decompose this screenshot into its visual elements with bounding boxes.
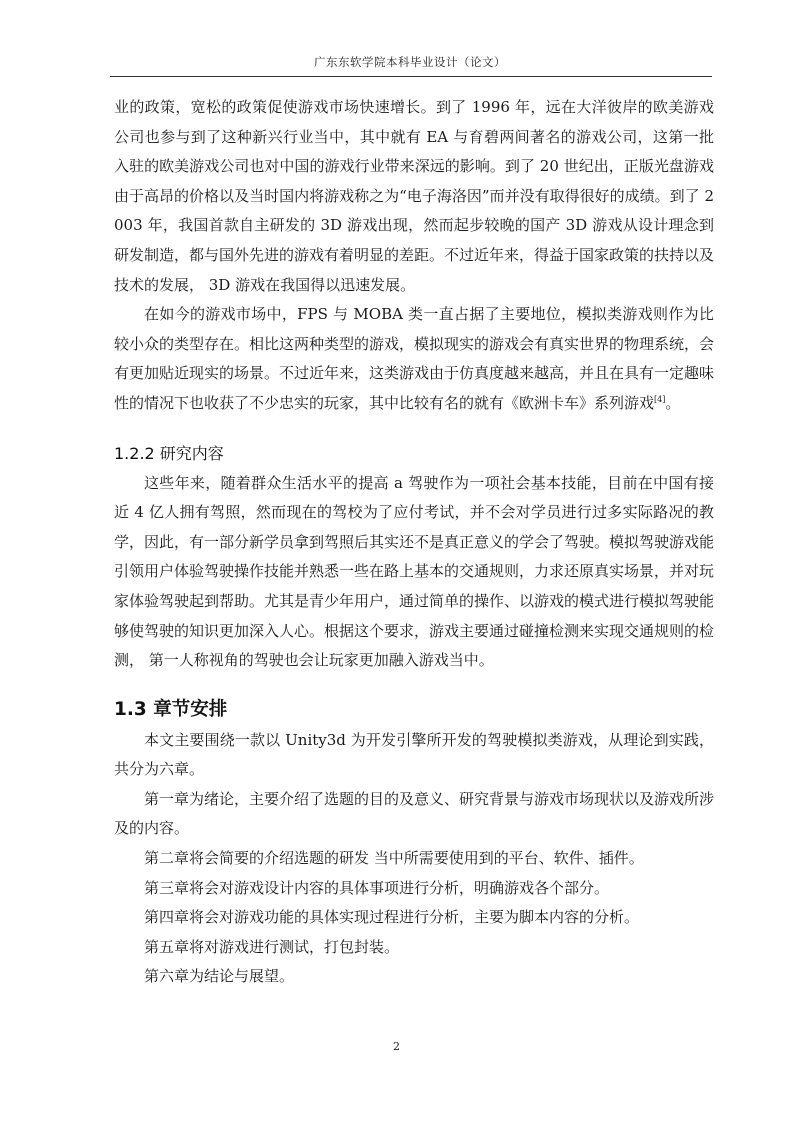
body-paragraph: 业的政策，宽松的政策促使游戏市场快速增长。到了 1996 年，远在大洋彼岸的欧美游戏公司也参与到了这种新兴行业当中，其中就有 EA 与育碧两间著名的游戏公司，这第一批入驻的欧美游戏公司也对中国的游戏行业带来深远的影响。到了 20 世纪出，正版光盘游戏由于高昂的价格以及当时国内将游戏称之为“电子海洛因”而并没有取得很好的成绩。到了 2003 年，我国首款自主研发的 3D 游戏出现，然而起步较晚的国产 3D 游戏从设计理念到研发制造，都与国外先进的游戏有着明显的差距。不过近年来，得益于国家政策的扶持以及技术的发展， 3D 游戏在我国得以迅速发展。 bbox=[114, 98, 715, 294]
page-number: 2 bbox=[393, 1040, 400, 1053]
chapter-summary: 第三章将会对游戏设计内容的具体事项进行分析，明确游戏各个部分。 bbox=[144, 878, 610, 897]
citation-marker[interactable]: [4] bbox=[654, 394, 666, 404]
running-header: 广东东软学院本科毕业设计（论文） bbox=[314, 55, 506, 69]
section-heading-1-2-2: 1.2.2 研究内容 bbox=[114, 443, 224, 463]
chapter-summary: 第二章将会简要的介绍选题的研发 当中所需要使用到的平台、软件、插件。 bbox=[144, 849, 644, 868]
section-heading-1-3: 1.3 章节安排 bbox=[114, 698, 228, 720]
body-paragraph: 本文主要围绕一款以 Unity3d 为开发引擎所开发的驾驶模拟类游戏，从理论到实践，共分为六章。 bbox=[114, 730, 714, 779]
chapter-summary: 第五章将对游戏进行测试，打包封装。 bbox=[144, 937, 400, 956]
header-rule bbox=[110, 76, 712, 77]
body-paragraph: 这些年来，随着群众生活水平的提高 a 驾驶作为一项社会基本技能，目前在中国有接近 4 亿人拥有驾照，然而现在的驾校为了应付考试，并不会对学员进行过多实际路况的教学，因此，有一部分新学员拿到驾照后其实还不是真正意义的学会了驾驶。模拟驾驶游戏能引领用户体验驾驶操作技能并熟悉一些在路上基本的交通规则，力求还原真实场景，并对玩家体验驾驶起到帮助。尤其是青少年用户，通过简单的操作、以游戏的模式进行模拟驾驶能够使驾驶的知识更加深入人心。根据这个要求，游戏主要通过碰撞检测来实现交通规则的检测， 第一人称视角的驾驶也会让玩家更加融入游戏当中。 bbox=[114, 473, 715, 670]
paragraph-end: 。 bbox=[665, 393, 681, 412]
chapter-summary: 第一章为绪论，主要介绍了选题的目的及意义、研究背景与游戏市场现状以及游戏所涉及的内容。 bbox=[114, 789, 715, 838]
page-body bbox=[114, 93, 714, 992]
chapter-summary: 第四章将会对游戏功能的具体实现过程进行分析，主要为脚本内容的分析。 bbox=[144, 908, 640, 927]
chapter-summary: 第六章为结论与展望。 bbox=[144, 967, 295, 986]
paragraph-text: 在如今的游戏市场中，FPS 与 MOBA 类一直占据了主要地位，模拟类游戏则作为比较小众的类型存在。相比这两种类型的游戏，模拟现实的游戏会有真实世界的物理系统，会有更加贴近现实的场景。不过近年来，这类游戏由于仿真度越来越高，并且在具有一定趣味性的情况下也收获了不少忠实的玩家，其中比较有名的就有《欧洲卡车》系列游戏 bbox=[114, 305, 715, 412]
body-paragraph bbox=[114, 300, 714, 418]
